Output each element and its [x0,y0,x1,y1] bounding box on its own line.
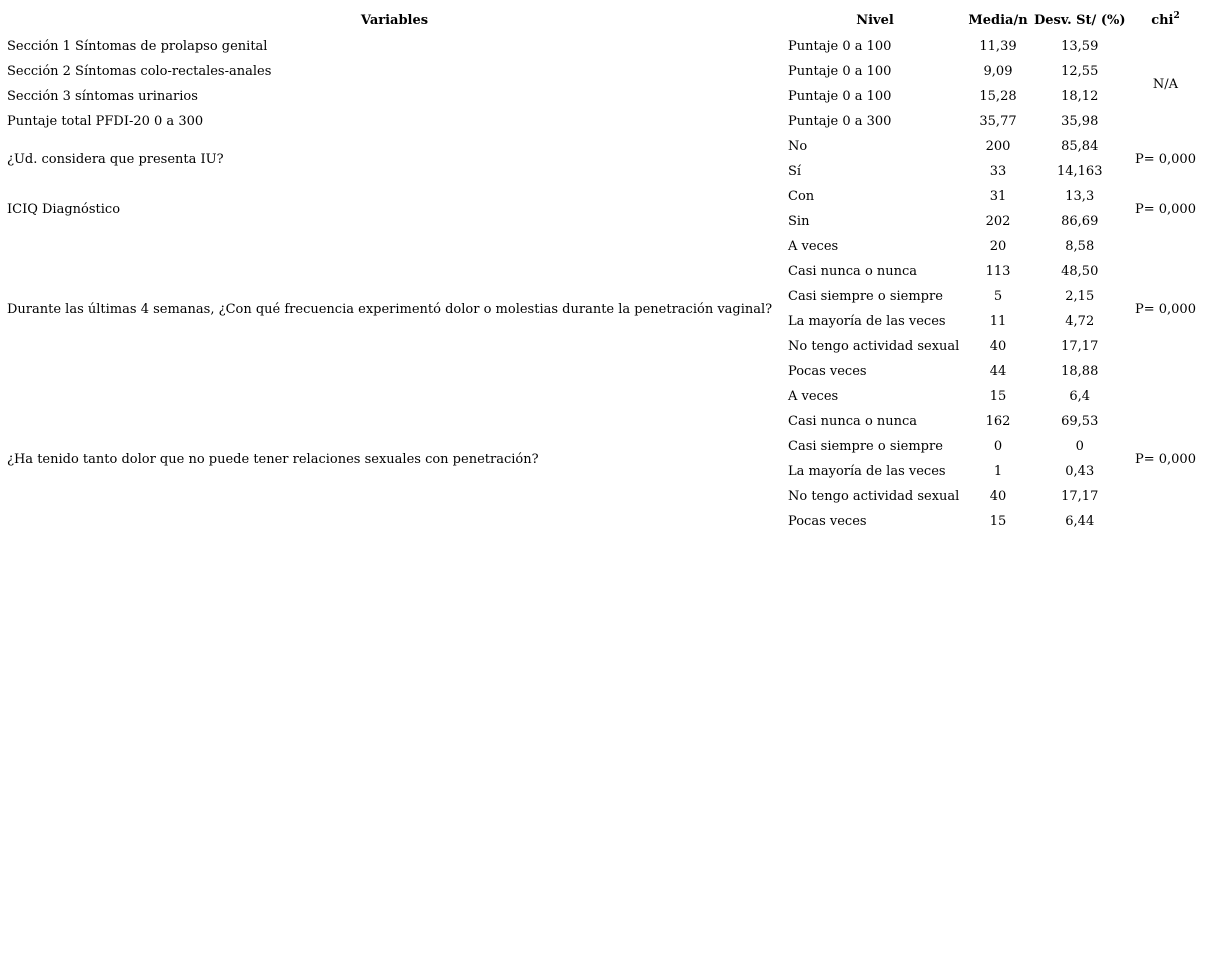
nivel-cell: No tengo actividad sexual [788,339,960,354]
media-cell: 20 [989,239,1007,254]
media-cell: 44 [989,364,1007,379]
nivel-cell: A veces [788,239,839,254]
results-table [4,7,1202,534]
desv-cell: 14,163 [1056,164,1103,179]
media-cell: 1 [993,464,1003,479]
nivel-cell: Puntaje 0 a 100 [788,89,892,104]
chi-cell: P= 0,000 [1134,451,1196,467]
table-row [4,384,1202,409]
nivel-cell: Puntaje 0 a 300 [788,114,892,129]
table-row [4,134,1202,159]
header-chi [1128,7,1202,34]
table-body [4,34,1202,534]
media-cell: 40 [989,489,1007,504]
variable-cell: ICIQ Diagnóstico [7,201,121,217]
desv-cell: 69,53 [1061,414,1099,429]
nivel-cell: La mayoría de las veces [788,314,946,329]
chi-cell: N/A [1152,76,1179,92]
table-row [4,59,1202,84]
media-cell: 15 [989,389,1007,404]
nivel-cell: Pocas veces [788,364,867,379]
media-cell: 33 [989,164,1007,179]
nivel-cell: Casi nunca o nunca [788,264,918,279]
desv-cell: 35,98 [1061,114,1099,129]
media-cell: 113 [985,264,1011,279]
nivel-cell: No tengo actividad sexual [788,489,960,504]
variable-cell: ¿Ha tenido tanto dolor que no puede tener relaciones sexuales con penetración? [7,451,539,467]
variable-cell: Sección 1 Síntomas de prolapso genital [7,39,268,54]
nivel-cell: Pocas veces [788,514,867,529]
desv-cell: 6,44 [1065,514,1095,529]
nivel-cell: A veces [788,389,839,404]
media-cell: 200 [985,139,1011,154]
variable-cell: Sección 2 Síntomas colo-rectales-anales [7,64,272,79]
media-cell: 15,28 [979,89,1017,104]
header-media: Media/n [968,13,1028,28]
media-cell: 11,39 [979,39,1017,54]
desv-cell: 18,12 [1061,89,1099,104]
chi-cell: P= 0,000 [1134,201,1196,217]
desv-cell: 6,4 [1069,389,1091,404]
desv-cell: 0,43 [1065,464,1095,479]
desv-cell: 86,69 [1061,214,1099,229]
desv-cell: 0 [1075,439,1084,454]
desv-cell: 18,88 [1061,364,1099,379]
nivel-cell: Casi nunca o nunca [788,414,918,429]
desv-cell: 13,59 [1061,39,1099,54]
media-cell: 202 [985,214,1011,229]
nivel-cell: Casi siempre o siempre [788,289,943,304]
table-row [4,184,1202,209]
header-variables: Variables [360,13,429,28]
desv-cell: 85,84 [1061,139,1099,154]
desv-cell: 12,55 [1061,64,1099,79]
variable-cell: ¿Ud. considera que presenta IU? [7,151,224,167]
media-cell: 35,77 [979,114,1017,129]
media-cell: 40 [989,339,1007,354]
desv-cell: 4,72 [1065,314,1095,329]
table-row [4,234,1202,259]
desv-cell: 17,17 [1061,339,1099,354]
nivel-cell: La mayoría de las veces [788,464,946,479]
desv-cell: 13,3 [1065,189,1095,204]
chi-cell: P= 0,000 [1134,151,1196,167]
nivel-cell: Puntaje 0 a 100 [788,64,892,79]
nivel-cell: Sí [788,164,802,179]
header-row [4,7,1202,34]
media-cell: 11 [989,314,1007,329]
media-cell: 5 [993,289,1003,304]
header-chi-label: chi [1151,13,1174,28]
header-nivel: Nivel [856,13,894,28]
chi-cell: P= 0,000 [1134,301,1196,317]
table-row [4,34,1202,59]
nivel-cell: No [788,139,808,154]
nivel-cell: Casi siempre o siempre [788,439,943,454]
media-cell: 31 [989,189,1007,204]
variable-cell: Puntaje total PFDI-20 0 a 300 [7,114,204,129]
variable-cell: Durante las últimas 4 semanas, ¿Con qué frecuencia experimentó dolor o molestias durante la penetración vaginal? [7,301,773,317]
media-cell: 162 [985,414,1011,429]
header-chi-superscript: 2 [1173,11,1180,21]
desv-cell: 2,15 [1065,289,1095,304]
table-row [4,109,1202,134]
header-desv: Desv. St/ (%) [1034,13,1126,28]
media-cell: 0 [993,439,1003,454]
desv-cell: 48,50 [1061,264,1099,279]
nivel-cell: Sin [788,214,810,229]
desv-cell: 17,17 [1061,489,1099,504]
media-cell: 9,09 [983,64,1013,79]
media-cell: 15 [989,514,1007,529]
desv-cell: 8,58 [1065,239,1095,254]
nivel-cell: Con [788,189,815,204]
nivel-cell: Puntaje 0 a 100 [788,39,892,54]
table-row [4,84,1202,109]
variable-cell: Sección 3 síntomas urinarios [7,89,198,104]
